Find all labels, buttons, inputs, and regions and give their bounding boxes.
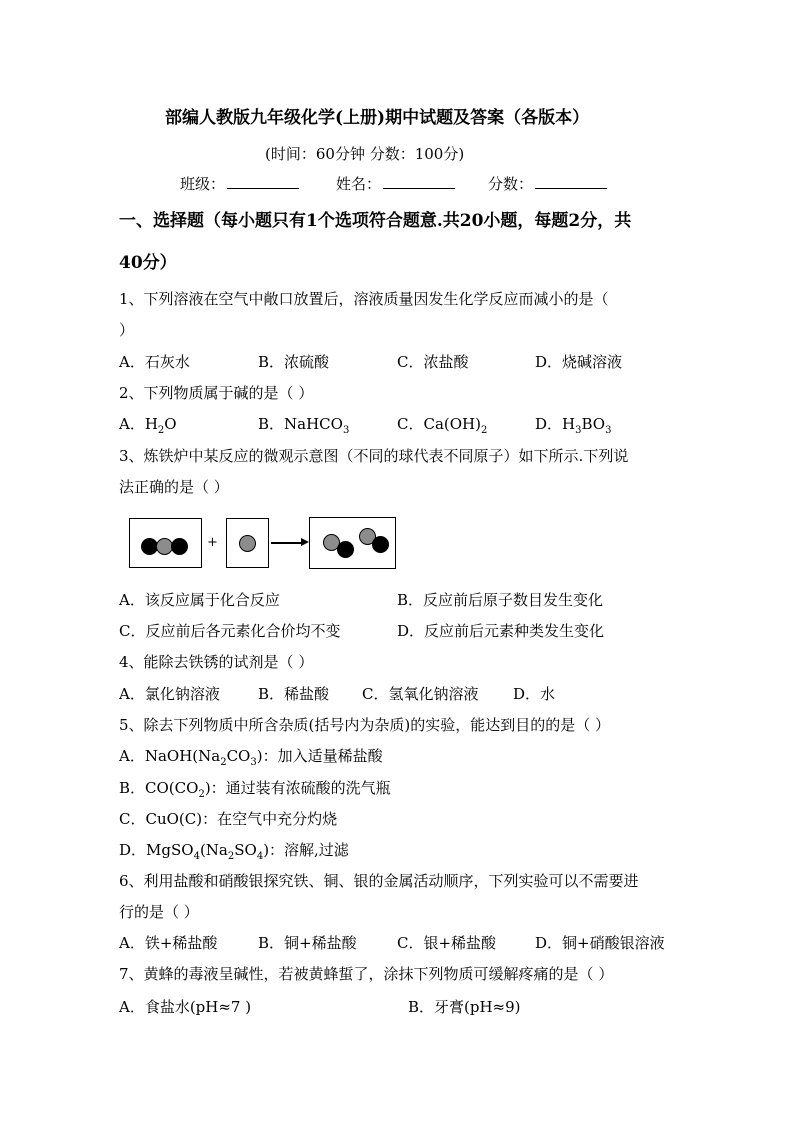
plus-sign: + bbox=[207, 535, 218, 550]
question-6-option-c: C．银+稀盐酸 bbox=[397, 934, 497, 952]
question-5-stem: 5、除去下列物质中所含杂质(括号内为杂质)的实验，能达到目的的是（ ） bbox=[119, 716, 611, 734]
question-5-option-b: B．$CO(CO_2)$：通过装有浓硫酸的洗气瓶 bbox=[119, 779, 391, 800]
question-6-option-d: D．铜+硝酸银溶液 bbox=[535, 934, 665, 952]
question-1-option-a: A．石灰水 bbox=[119, 353, 190, 371]
question-3-option-d: D．反应前后元素种类发生变化 bbox=[397, 622, 605, 640]
black-atom bbox=[171, 538, 188, 555]
question-5-option-c: C．CuO(C)：在空气中充分灼烧 bbox=[119, 810, 338, 828]
name-field bbox=[336, 174, 455, 194]
question-2-option-a: A．$H_2O$ bbox=[119, 415, 177, 436]
section-heading: 一、选择题（每小题只有1个选项符合题意.共20小题，每题2分，共 bbox=[119, 211, 632, 231]
name-label: 姓名： bbox=[336, 175, 382, 193]
section-heading-cont: 40分） bbox=[119, 253, 177, 273]
reaction-arrow-head bbox=[301, 538, 309, 546]
exam-info: (时间：60分钟 分数：100分) bbox=[265, 145, 465, 163]
question-3-stem: 3、炼铁炉中某反应的微观示意图（不同的球代表不同原子）如下所示.下列说 bbox=[119, 447, 629, 465]
question-3-option-c: C．反应前后各元素化合价均不变 bbox=[119, 622, 341, 640]
question-2-option-c: C．$Ca(OH)_2$ bbox=[397, 415, 488, 436]
question-3-option-a: A．该反应属于化合反应 bbox=[119, 591, 280, 609]
question-2-option-d: D．$H_3BO_3$ bbox=[535, 415, 612, 436]
question-7-option-b: B．牙膏(pH≈9) bbox=[408, 998, 521, 1016]
reactant-box-2 bbox=[226, 518, 269, 568]
black-atom bbox=[372, 536, 389, 553]
question-4-option-a: A．氯化钠溶液 bbox=[119, 685, 220, 703]
question-6-stem-cont: 行的是（ ） bbox=[119, 903, 199, 921]
question-3-option-b: B．反应前后原子数目发生变化 bbox=[397, 591, 604, 609]
score-blank[interactable] bbox=[535, 174, 607, 189]
question-4-option-d: D．水 bbox=[513, 685, 556, 703]
class-field bbox=[180, 174, 299, 194]
question-7-option-a: A．食盐水(pH≈7 ) bbox=[119, 998, 252, 1016]
question-7-stem: 7、黄蜂的毒液呈碱性，若被黄蜂蜇了，涂抹下列物质可缓解疼痛的是（ ） bbox=[119, 965, 614, 983]
question-1-option-d: D．烧碱溶液 bbox=[535, 353, 623, 371]
question-3-stem-cont: 法正确的是（ ） bbox=[119, 478, 229, 496]
score-label: 分数： bbox=[488, 175, 534, 193]
class-label: 班级： bbox=[180, 175, 226, 193]
question-2-option-b: B．NaHCO$_3$ bbox=[258, 415, 350, 436]
question-6-option-b: B．铜+稀盐酸 bbox=[258, 934, 357, 952]
class-blank[interactable] bbox=[227, 174, 299, 189]
reaction-arrow bbox=[271, 542, 303, 544]
question-5-option-a: A．$NaOH(Na_2CO_3)$：加入适量稀盐酸 bbox=[119, 747, 383, 768]
question-6-option-a: A．铁+稀盐酸 bbox=[119, 934, 218, 952]
gray-atom bbox=[239, 535, 256, 552]
black-atom bbox=[337, 541, 354, 558]
question-2-stem: 2、下列物质属于碱的是（ ） bbox=[119, 384, 314, 402]
score-field bbox=[488, 174, 607, 194]
question-6-stem: 6、利用盐酸和硝酸银探究铁、铜、银的金属活动顺序，下列实验可以不需要进 bbox=[119, 872, 639, 890]
question-1-option-b: B．浓硫酸 bbox=[258, 353, 330, 371]
question-4-option-c: C．氢氧化钠溶液 bbox=[362, 685, 479, 703]
question-1-stem: 1、下列溶液在空气中敞口放置后，溶液质量因发生化学反应而减小的是（ bbox=[119, 290, 609, 308]
name-blank[interactable] bbox=[383, 174, 455, 189]
question-1-option-c: C．浓盐酸 bbox=[397, 353, 469, 371]
question-4-option-b: B．稀盐酸 bbox=[258, 685, 330, 703]
reactant-box-1 bbox=[129, 518, 202, 568]
question-1-stem-cont: ） bbox=[119, 321, 135, 339]
page-title: 部编人教版九年级化学(上册)期中试题及答案（各版本） bbox=[165, 108, 590, 128]
product-box bbox=[309, 517, 396, 569]
question-5-option-d: D．$MgSO_4(Na_2SO_4)$：溶解,过滤 bbox=[119, 841, 349, 862]
question-4-stem: 4、能除去铁锈的试剂是（ ） bbox=[119, 653, 314, 671]
